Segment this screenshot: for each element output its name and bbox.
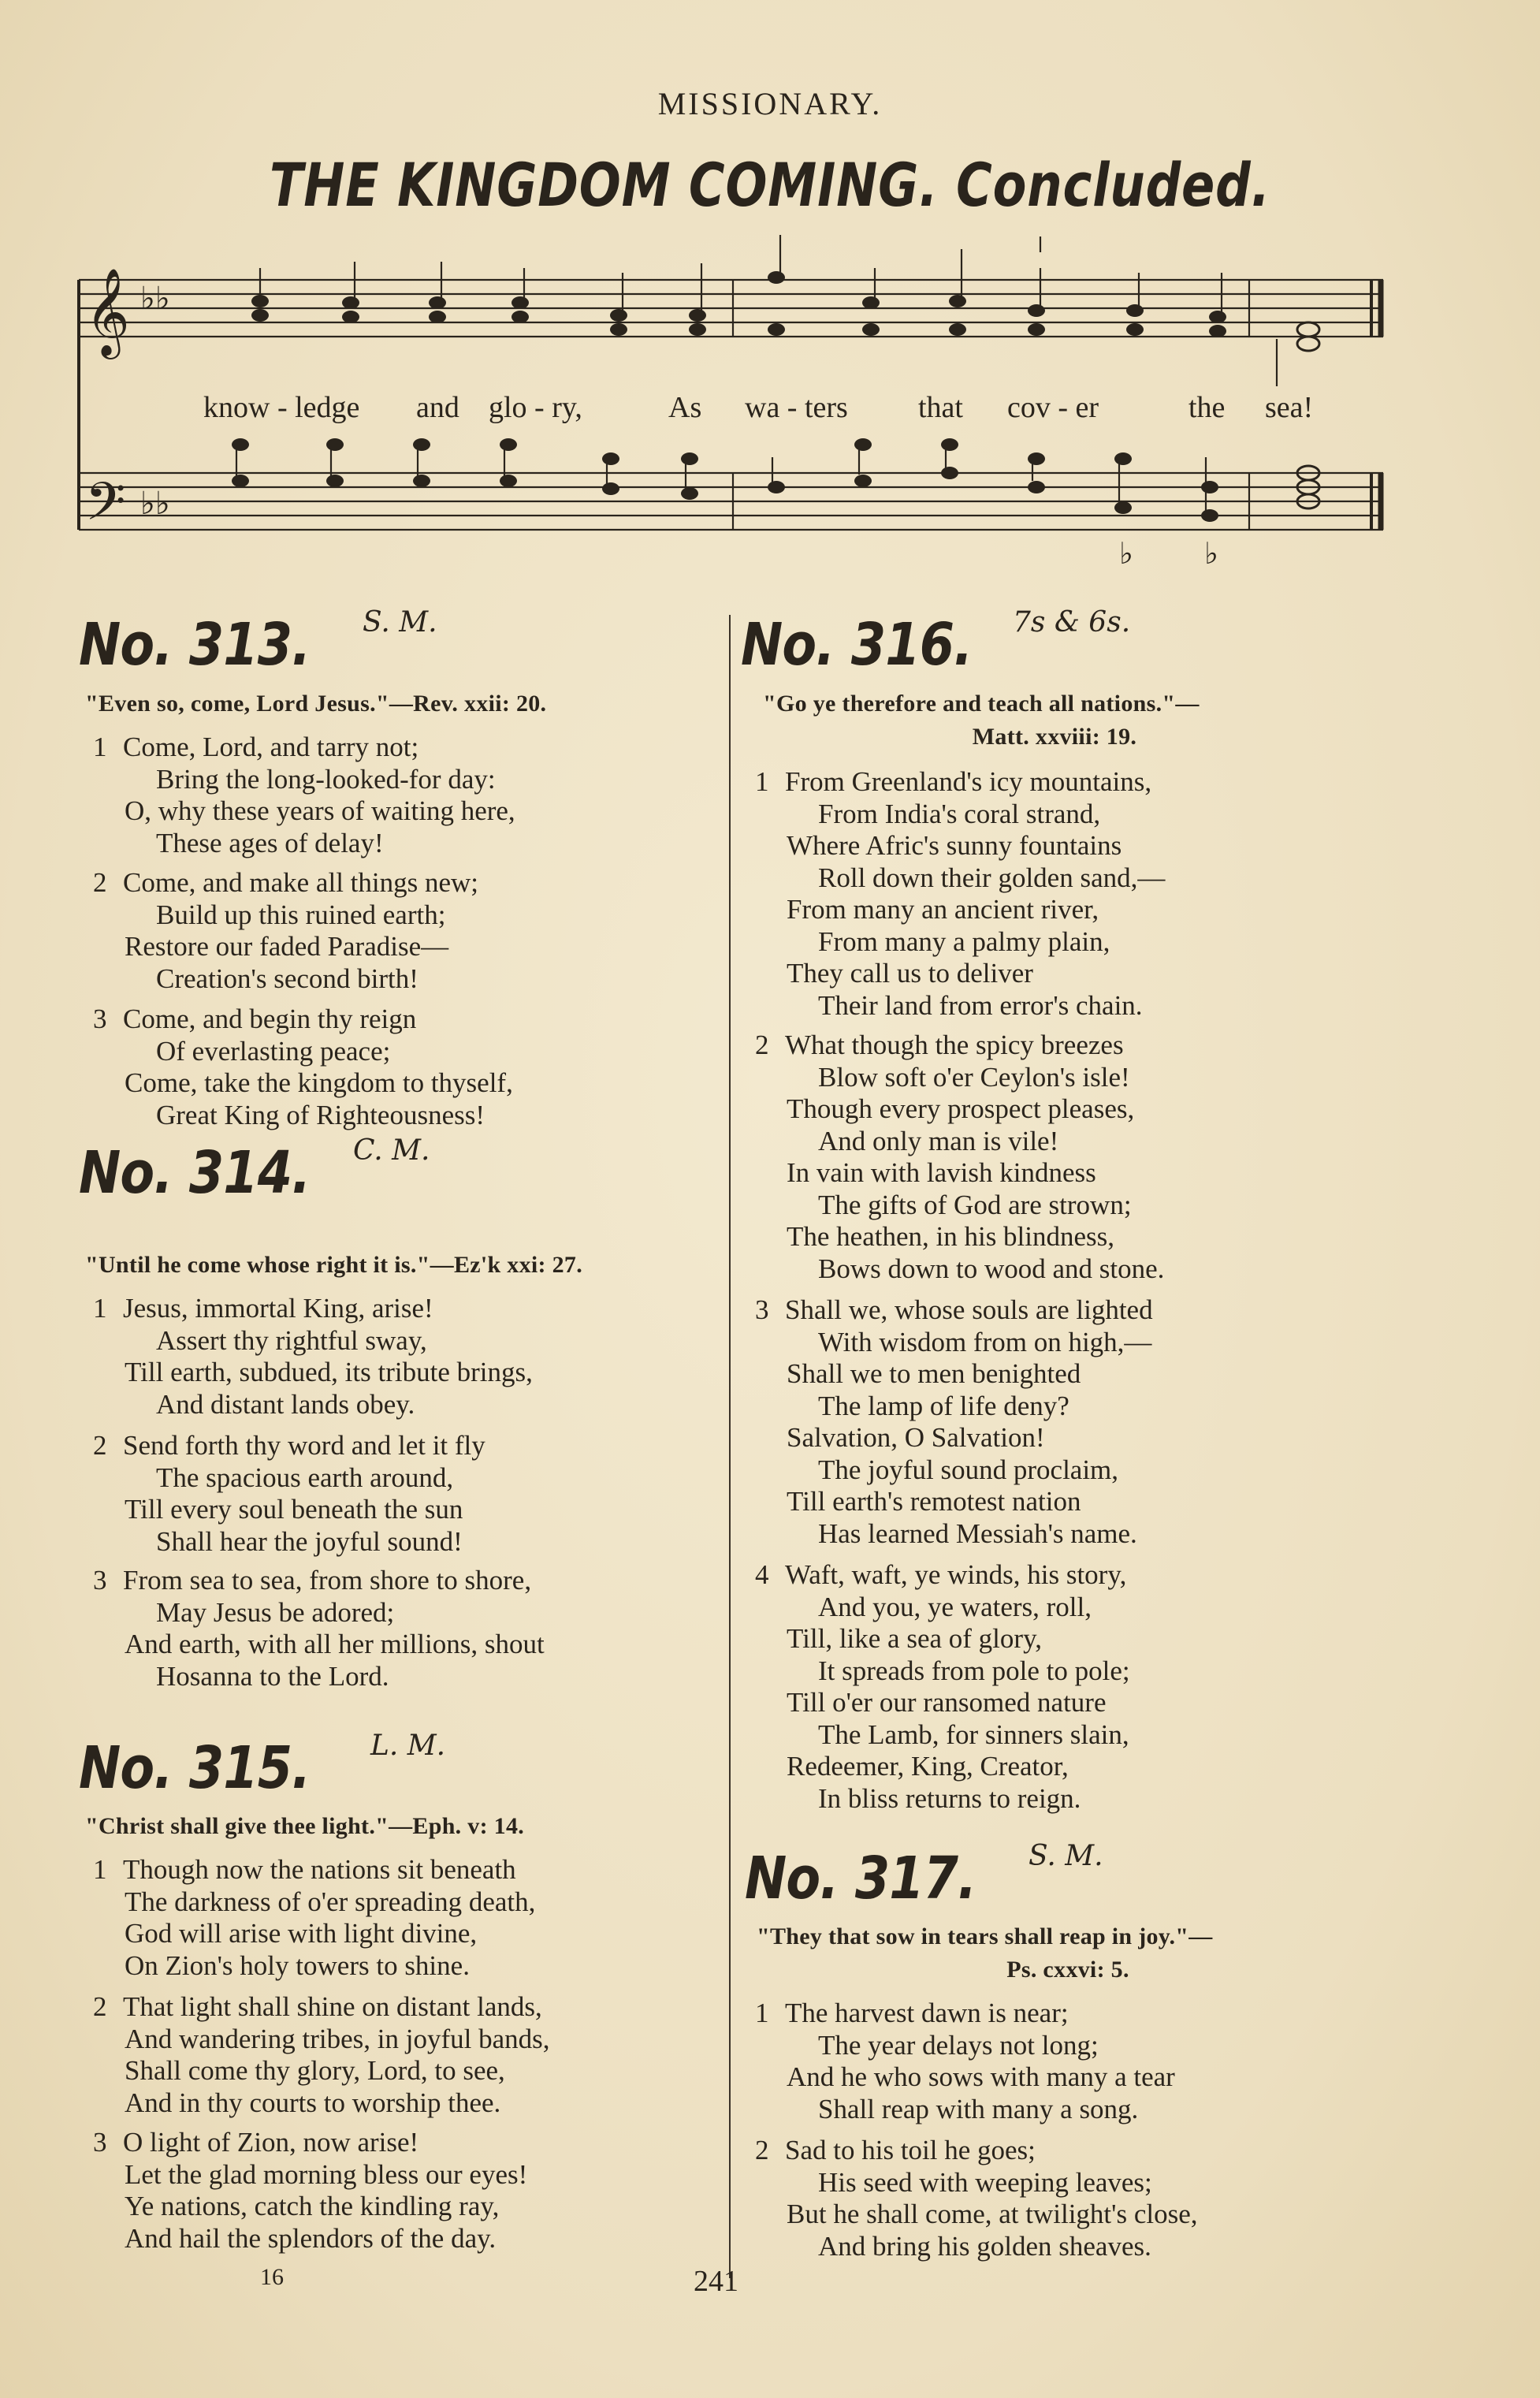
verse-line: Though now the nations sit beneath: [123, 1854, 516, 1885]
hymn-scripture: "Until he come whose right it is."—Ez'k xxi: 27.: [85, 1252, 583, 1278]
verse-line: In bliss returns to reign.: [818, 1782, 1081, 1814]
verse-line: Salvation, O Salvation!: [787, 1422, 1045, 1453]
svg-text:♭♭: ♭♭: [140, 486, 170, 522]
svg-text:♭: ♭: [1204, 536, 1218, 568]
stanza-number: 1: [93, 732, 107, 762]
verse-line: Restore our faded Paradise—: [125, 931, 449, 962]
verse-line: From many a palmy plain,: [818, 925, 1110, 957]
hymn-314-heading: [79, 1134, 430, 1218]
hymn-scripture: Matt. xxviii: 19.: [972, 724, 1137, 750]
verse-line: The spacious earth around,: [156, 1462, 454, 1493]
verse-line: And earth, with all her millions, shout: [125, 1629, 545, 1659]
verse-line: God will arise with light divine,: [125, 1918, 478, 1949]
stanza-number: 4: [755, 1559, 769, 1590]
verse-line: And distant lands obey.: [156, 1388, 415, 1420]
stanza-number: 2: [93, 1991, 107, 2022]
lyric-syllable: that: [918, 391, 963, 424]
verse-line: Bows down to wood and stone.: [818, 1253, 1165, 1284]
hymn-number: No. 313.: [79, 611, 311, 679]
verse-line: Till, like a sea of glory,: [787, 1623, 1043, 1654]
hymn-316-stanza-1: [755, 766, 1165, 1022]
hymn-315-heading: [79, 1730, 446, 1813]
verse-line: On Zion's holy towers to shine.: [125, 1949, 470, 1981]
verse-line: That light shall shine on distant lands,: [123, 1991, 542, 2022]
verse-line: Though every prospect pleases,: [787, 1093, 1135, 1124]
verse-line: Let the glad morning bless our eyes!: [125, 2158, 528, 2190]
lyric-syllable: sea!: [1265, 391, 1314, 424]
verse-line: Shall hear the joyful sound!: [156, 1525, 463, 1557]
hymn-number: No. 317.: [745, 1845, 976, 1912]
lyric-syllable: the: [1188, 391, 1226, 424]
hymn-meter: 7s & 6s.: [1013, 606, 1131, 639]
hymn-number: No. 315.: [79, 1734, 311, 1802]
page-number: 241: [694, 2265, 738, 2298]
verse-line: The darkness of o'er spreading death,: [125, 1886, 536, 1917]
verse-line: Shall reap with many a song.: [818, 2093, 1139, 2124]
svg-text:♭: ♭: [1119, 536, 1133, 568]
verse-line: Sad to his toil he goes;: [785, 2135, 1036, 2165]
stanza-number: 2: [755, 1030, 769, 1060]
verse-line: These ages of delay!: [156, 827, 384, 858]
verse-line: Their land from error's chain.: [818, 989, 1143, 1021]
hymn-meter: S. M.: [1029, 1840, 1103, 1872]
lyric-syllable: know - ledge: [203, 391, 360, 424]
verse-line: Shall we to men benighted: [787, 1358, 1081, 1389]
verse-line: What though the spicy breezes: [785, 1030, 1124, 1060]
hymn-317-heading: [745, 1840, 1103, 1923]
hymn-scripture: "Go ye therefore and teach all nations."—: [763, 691, 1200, 717]
lyric-syllable: wa - ters: [745, 391, 848, 424]
lyric-syllable: glo - ry,: [489, 391, 582, 424]
hymn-315-stanza-1: [93, 1854, 535, 1982]
hymn-meter: L. M.: [370, 1730, 446, 1762]
verse-line: And bring his golden sheaves.: [818, 2230, 1151, 2262]
svg-text:♭♭: ♭♭: [140, 281, 170, 317]
verse-line: And you, ye waters, roll,: [818, 1591, 1092, 1622]
verse-line: Shall come thy glory, Lord, to see,: [125, 2055, 505, 2086]
verse-line: Of everlasting peace;: [156, 1035, 391, 1067]
verse-line: Till earth, subdued, its tribute brings,: [125, 1357, 533, 1387]
verse-line: The Lamb, for sinners slain,: [818, 1718, 1129, 1750]
stanza-number: 2: [93, 1430, 107, 1461]
verse-line: And only man is vile!: [818, 1125, 1059, 1156]
verse-line: Blow soft o'er Ceylon's isle!: [818, 1061, 1130, 1093]
hymn-313-stanza-1: [93, 732, 515, 859]
column-divider: [729, 615, 731, 2278]
verse-line: The joyful sound proclaim,: [818, 1454, 1119, 1485]
hymn-316-stanza-2: [755, 1030, 1164, 1285]
verse-line: From Greenland's icy mountains,: [785, 766, 1152, 797]
verse-line: O, why these years of waiting here,: [125, 795, 515, 826]
stanza-number: 1: [755, 766, 769, 797]
hymn-313-stanza-2: [93, 867, 478, 995]
hymn-315-stanza-2: [93, 1991, 550, 2119]
verse-line: Build up this ruined earth;: [156, 899, 446, 930]
verse-line: Has learned Messiah's name.: [818, 1517, 1137, 1549]
stanza-number: 2: [93, 867, 107, 898]
section-heading: MISSIONARY.: [657, 86, 883, 121]
hymn-313-heading: [79, 606, 437, 690]
verse-line: It spreads from pole to pole;: [818, 1655, 1130, 1686]
stanza-number: 1: [93, 1293, 107, 1324]
signature-mark: 16: [260, 2264, 284, 2290]
verse-line: The heathen, in his blindness,: [787, 1221, 1115, 1252]
hymn-314-stanza-3: [93, 1565, 545, 1692]
hymn-313-stanza-3: [93, 1004, 513, 1131]
verse-line: And wandering tribes, in joyful bands,: [125, 2023, 550, 2054]
verse-line: Till earth's remotest nation: [787, 1486, 1081, 1517]
verse-line: And hail the splendors of the day.: [125, 2222, 497, 2254]
verse-line: They call us to deliver: [787, 958, 1033, 989]
verse-line: Come, take the kingdom to thyself,: [125, 1067, 513, 1098]
stanza-number: 3: [755, 1294, 769, 1325]
verse-line: Jesus, immortal King, arise!: [123, 1293, 433, 1324]
hymn-scripture: Ps. cxxvi: 5.: [1006, 1957, 1129, 1983]
hymn-meter: S. M.: [363, 606, 437, 639]
svg-text:𝄞: 𝄞: [85, 267, 130, 356]
verse-line: Till o'er our ransomed nature: [787, 1687, 1107, 1718]
verse-line: May Jesus be adored;: [156, 1596, 395, 1628]
hymn-316-stanza-3: [755, 1294, 1153, 1550]
verse-line: The harvest dawn is near;: [785, 1998, 1069, 2028]
stanza-number: 1: [755, 1998, 769, 2028]
verse-line: Come, and make all things new;: [123, 867, 479, 898]
verse-line: Shall we, whose souls are lighted: [785, 1294, 1153, 1325]
hymn-number: No. 314.: [79, 1139, 311, 1207]
verse-line: With wisdom from on high,—: [818, 1326, 1152, 1357]
verse-line: In vain with lavish kindness: [787, 1157, 1096, 1188]
verse-line: From many an ancient river,: [787, 894, 1099, 925]
song-title: THE KINGDOM COMING. Concluded.: [269, 150, 1271, 220]
hymn-317-stanza-2: [755, 2135, 1198, 2262]
verse-line: Send forth thy word and let it fly: [123, 1430, 485, 1461]
hymn-314-stanza-2: [93, 1430, 485, 1558]
verse-line: Waft, waft, ye winds, his story,: [785, 1559, 1127, 1590]
stanza-number: 3: [93, 1004, 107, 1034]
verse-line: Bring the long-looked-for day:: [156, 763, 496, 795]
verse-line: Creation's second birth!: [156, 963, 418, 994]
verse-line: Assert thy rightful sway,: [156, 1324, 427, 1356]
verse-line: Come, and begin thy reign: [123, 1004, 417, 1034]
hymn-317-stanza-1: [755, 1998, 1175, 2125]
verse-line: Come, Lord, and tarry not;: [123, 732, 419, 762]
verse-line: The gifts of God are strown;: [818, 1189, 1132, 1220]
verse-line: His seed with weeping leaves;: [818, 2166, 1152, 2198]
verse-line: Great King of Righteousness!: [156, 1099, 485, 1130]
verse-line: The year delays not long;: [818, 2029, 1099, 2061]
hymn-scripture: "They that sow in tears shall reap in joy."—: [757, 1923, 1213, 1949]
verse-line: Ye nations, catch the kindling ray,: [125, 2191, 500, 2221]
lyric-syllable: cov - er: [1007, 391, 1099, 424]
svg-text:𝄢: 𝄢: [85, 471, 126, 545]
verse-line: The lamp of life deny?: [818, 1390, 1069, 1421]
lyric-syllable: As: [668, 391, 702, 424]
stanza-number: 3: [93, 1565, 107, 1596]
stanza-number: 2: [755, 2135, 769, 2165]
hymn-316-heading: [741, 606, 1131, 690]
verse-line: Hosanna to the Lord.: [156, 1660, 389, 1692]
stanza-number: 1: [93, 1854, 107, 1885]
verse-line: But he shall come, at twilight's close,: [787, 2199, 1198, 2229]
hymn-scripture: "Christ shall give thee light."—Eph. v: 14.: [85, 1813, 525, 1839]
verse-line: And in thy courts to worship thee.: [125, 2087, 501, 2118]
hymn-meter: C. M.: [353, 1134, 430, 1167]
hymn-number: No. 316.: [741, 611, 973, 679]
verse-line: And he who sows with many a tear: [787, 2061, 1175, 2092]
hymn-scripture: "Even so, come, Lord Jesus."—Rev. xxii: 20.: [85, 691, 547, 717]
verse-line: From India's coral strand,: [818, 798, 1101, 829]
lyric-syllable: and: [416, 391, 459, 424]
hymn-314-stanza-1: [93, 1293, 533, 1421]
verse-line: Redeemer, King, Creator,: [787, 1751, 1069, 1782]
verse-line: Where Afric's sunny fountains: [787, 830, 1122, 861]
verse-line: Roll down their golden sand,—: [818, 862, 1166, 893]
hymn-316-stanza-4: [755, 1559, 1130, 1815]
verse-line: O light of Zion, now arise!: [123, 2127, 419, 2158]
verse-line: From sea to sea, from shore to shore,: [123, 1565, 532, 1596]
verse-line: Till every soul beneath the sun: [125, 1494, 463, 1525]
hymn-315-stanza-3: [93, 2127, 527, 2255]
stanza-number: 3: [93, 2127, 107, 2158]
